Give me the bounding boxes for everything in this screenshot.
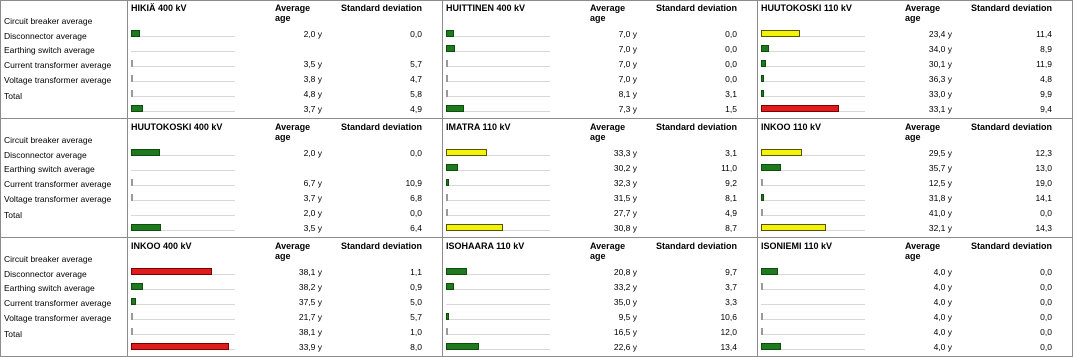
bar-track	[446, 64, 550, 67]
bar-track	[131, 64, 235, 67]
average-age-value: 30,2 y	[613, 163, 637, 173]
average-age-value: 2,0 y	[303, 208, 322, 218]
bar-track	[446, 332, 550, 335]
average-age-value: 34,0 y	[928, 44, 952, 54]
standard-deviation-value: 19,0	[1035, 178, 1052, 188]
bar-track	[761, 213, 865, 216]
row-label: Disconnector average	[4, 150, 87, 160]
average-age-value: 32,1 y	[928, 223, 952, 233]
standard-deviation-value: 4,8	[1040, 74, 1052, 84]
standard-deviation-value: 0,0	[725, 29, 737, 39]
average-age-header: Average age	[590, 241, 626, 261]
row-label: Voltage transformer average	[4, 313, 112, 323]
row-label: Total	[4, 210, 22, 220]
row-label: Earthing switch average	[4, 45, 95, 55]
standard-deviation-value: 5,8	[410, 89, 422, 99]
standard-deviation-value: 0,0	[725, 59, 737, 69]
standard-deviation-value: 13,0	[1035, 163, 1052, 173]
average-age-value: 4,0 y	[933, 297, 952, 307]
average-age-header: Average age	[275, 122, 311, 142]
standard-deviation-header: Standard deviation	[656, 241, 738, 251]
bar-track	[131, 198, 235, 201]
standard-deviation-value: 8,9	[1040, 44, 1052, 54]
panel-title: IMATRA 110 kV	[446, 122, 511, 132]
age-bar-red	[761, 105, 839, 112]
average-age-value: 20,8 y	[613, 267, 637, 277]
average-age-value: 21,7 y	[298, 312, 322, 322]
average-age-value: 37,5 y	[298, 297, 322, 307]
row-label: Total	[4, 329, 22, 339]
average-age-value: 4,0 y	[933, 267, 952, 277]
standard-deviation-value: 0,0	[1040, 282, 1052, 292]
substation-panel	[128, 119, 442, 237]
standard-deviation-value: 0,0	[410, 208, 422, 218]
substation-panel	[128, 238, 442, 356]
substation-panel	[443, 119, 757, 237]
bar-track	[446, 183, 550, 186]
standard-deviation-value: 1,1	[410, 267, 422, 277]
age-bar-green	[761, 90, 764, 97]
average-age-value: 3,7 y	[303, 193, 322, 203]
standard-deviation-value: 9,4	[1040, 104, 1052, 114]
standard-deviation-header: Standard deviation	[341, 3, 423, 13]
substation-panel	[128, 0, 442, 118]
age-bar-min	[131, 179, 133, 186]
panel-title: INKOO 400 kV	[131, 241, 192, 251]
age-bar-green	[761, 268, 778, 275]
bar-track	[131, 49, 235, 52]
standard-deviation-value: 4,9	[410, 104, 422, 114]
row-label: Circuit breaker average	[4, 135, 93, 145]
substation-panel	[443, 0, 757, 118]
age-bar-min	[131, 90, 133, 97]
standard-deviation-value: 0,0	[410, 148, 422, 158]
average-age-value: 29,5 y	[928, 148, 952, 158]
age-bar-green	[131, 30, 140, 37]
average-age-value: 22,6 y	[613, 342, 637, 352]
bar-track	[131, 332, 235, 335]
age-bar-min	[131, 313, 133, 320]
average-age-value: 3,5 y	[303, 59, 322, 69]
average-age-value: 33,0 y	[928, 89, 952, 99]
age-bar-green	[131, 283, 143, 290]
standard-deviation-value: 6,8	[410, 193, 422, 203]
standard-deviation-value: 0,9	[410, 282, 422, 292]
standard-deviation-value: 0,0	[1040, 327, 1052, 337]
age-bar-min	[761, 328, 763, 335]
average-age-value: 38,1 y	[298, 267, 322, 277]
age-bar-green	[446, 313, 449, 320]
average-age-value: 30,8 y	[613, 223, 637, 233]
bar-track	[761, 64, 865, 67]
average-age-value: 30,1 y	[928, 59, 952, 69]
bar-track	[761, 49, 865, 52]
panel-title: HUITTINEN 400 kV	[446, 3, 526, 13]
age-bar-min	[446, 60, 448, 67]
row-label: Circuit breaker average	[4, 16, 93, 26]
substation-panel	[758, 119, 1072, 237]
age-bar-green	[446, 164, 458, 171]
age-bar-green	[761, 343, 781, 350]
average-age-value: 38,1 y	[298, 327, 322, 337]
standard-deviation-value: 0,0	[1040, 297, 1052, 307]
average-age-value: 31,5 y	[613, 193, 637, 203]
standard-deviation-value: 0,0	[410, 29, 422, 39]
panel-title: ISONIEMI 110 kV	[761, 241, 833, 251]
average-age-value: 7,0 y	[618, 29, 637, 39]
bar-track	[446, 168, 550, 171]
standard-deviation-value: 11,0	[721, 163, 737, 173]
average-age-value: 7,0 y	[618, 74, 637, 84]
average-age-value: 33,2 y	[613, 282, 637, 292]
standard-deviation-header: Standard deviation	[971, 3, 1053, 13]
bar-track	[131, 287, 235, 290]
standard-deviation-value: 0,0	[725, 44, 737, 54]
standard-deviation-value: 3,3	[725, 297, 737, 307]
age-bar-green	[761, 194, 764, 201]
standard-deviation-header: Standard deviation	[341, 122, 423, 132]
average-age-value: 3,8 y	[303, 74, 322, 84]
bar-track	[131, 109, 235, 112]
age-bar-min	[761, 209, 763, 216]
bar-track	[131, 34, 235, 37]
average-age-value: 35,0 y	[613, 297, 637, 307]
average-age-value: 7,3 y	[618, 104, 637, 114]
row-label: Voltage transformer average	[4, 194, 112, 204]
bar-track	[761, 94, 865, 97]
average-age-value: 38,2 y	[298, 282, 322, 292]
average-age-header: Average age	[590, 122, 626, 142]
average-age-value: 4,0 y	[933, 327, 952, 337]
average-age-value: 33,1 y	[928, 104, 952, 114]
age-bar-min	[761, 313, 763, 320]
standard-deviation-value: 8,0	[410, 342, 422, 352]
age-bar-green	[131, 149, 160, 156]
bar-track	[131, 79, 235, 82]
average-age-header: Average age	[905, 241, 941, 261]
bar-track	[446, 49, 550, 52]
age-bar-min	[446, 209, 448, 216]
row-label: Disconnector average	[4, 31, 87, 41]
age-bar-min	[761, 283, 763, 290]
panel-title: HUUTOKOSKI 400 kV	[131, 122, 223, 132]
standard-deviation-value: 0,0	[1040, 267, 1052, 277]
row-label: Disconnector average	[4, 269, 87, 279]
average-age-value: 31,8 y	[928, 193, 952, 203]
age-bar-yellow	[761, 149, 802, 156]
standard-deviation-header: Standard deviation	[341, 241, 423, 251]
age-bar-green	[446, 268, 467, 275]
average-age-value: 4,0 y	[933, 342, 952, 352]
average-age-value: 2,0 y	[303, 29, 322, 39]
age-bar-green	[446, 45, 455, 52]
row-label: Total	[4, 91, 22, 101]
substation-panel	[758, 238, 1072, 356]
average-age-value: 4,0 y	[933, 312, 952, 322]
average-age-value: 3,7 y	[303, 104, 322, 114]
average-age-value: 35,7 y	[928, 163, 952, 173]
standard-deviation-value: 1,0	[410, 327, 422, 337]
standard-deviation-value: 0,0	[1040, 208, 1052, 218]
age-bar-min	[131, 194, 133, 201]
panel-title: HIKIÄ 400 kV	[131, 3, 187, 13]
average-age-value: 12,5 y	[928, 178, 952, 188]
standard-deviation-value: 0,0	[1040, 312, 1052, 322]
standard-deviation-value: 5,0	[410, 297, 422, 307]
average-age-header: Average age	[905, 122, 941, 142]
age-bar-green	[446, 30, 454, 37]
standard-deviation-value: 12,3	[1035, 148, 1052, 158]
age-bar-min	[446, 194, 448, 201]
age-bar-min	[446, 328, 448, 335]
bar-track	[761, 302, 865, 305]
standard-deviation-value: 9,7	[725, 267, 737, 277]
standard-deviation-header: Standard deviation	[656, 122, 738, 132]
standard-deviation-value: 11,9	[1036, 59, 1052, 69]
row-label: Earthing switch average	[4, 283, 95, 293]
panel-title: HUUTOKOSKI 110 kV	[761, 3, 852, 13]
age-bar-yellow	[761, 30, 800, 37]
average-age-value: 3,5 y	[303, 223, 322, 233]
row-label: Current transformer average	[4, 179, 112, 189]
standard-deviation-header: Standard deviation	[971, 241, 1053, 251]
row-label: Voltage transformer average	[4, 75, 112, 85]
average-age-value: 33,3 y	[613, 148, 637, 158]
average-age-value: 27,7 y	[613, 208, 637, 218]
panel-title: INKOO 110 kV	[761, 122, 822, 132]
age-bar-min	[446, 75, 448, 82]
average-age-value: 23,4 y	[928, 29, 952, 39]
bar-track	[131, 183, 235, 186]
age-bar-red	[131, 268, 212, 275]
standard-deviation-value: 14,1	[1035, 193, 1052, 203]
standard-deviation-value: 13,4	[720, 342, 737, 352]
standard-deviation-value: 4,9	[725, 208, 737, 218]
bar-track	[446, 34, 550, 37]
bar-track	[131, 168, 235, 171]
bar-track	[761, 198, 865, 201]
average-age-header: Average age	[590, 3, 626, 23]
standard-deviation-value: 1,5	[725, 104, 737, 114]
age-bar-yellow	[761, 224, 826, 231]
standard-deviation-value: 0,0	[1040, 342, 1052, 352]
standard-deviation-value: 3,7	[725, 282, 737, 292]
bar-track	[131, 302, 235, 305]
bar-track	[131, 94, 235, 97]
standard-deviation-value: 0,0	[725, 74, 737, 84]
substation-panel	[758, 0, 1072, 118]
standard-deviation-value: 8,7	[725, 223, 737, 233]
average-age-value: 36,3 y	[928, 74, 952, 84]
average-age-value: 7,0 y	[618, 59, 637, 69]
average-age-value: 6,7 y	[303, 178, 322, 188]
age-bar-green	[446, 105, 464, 112]
substation-panel	[443, 238, 757, 356]
standard-deviation-header: Standard deviation	[656, 3, 738, 13]
standard-deviation-value: 3,1	[725, 89, 737, 99]
age-bar-green	[131, 224, 161, 231]
average-age-value: 4,0 y	[933, 282, 952, 292]
age-bar-green	[446, 343, 479, 350]
age-bar-yellow	[446, 224, 503, 231]
average-age-value: 16,5 y	[613, 327, 637, 337]
bar-track	[131, 317, 235, 320]
standard-deviation-value: 4,7	[410, 74, 422, 84]
bar-track	[446, 287, 550, 290]
bar-track	[131, 213, 235, 216]
bar-track	[761, 317, 865, 320]
age-bar-green	[446, 283, 454, 290]
standard-deviation-value: 10,9	[405, 178, 422, 188]
standard-deviation-value: 10,6	[720, 312, 737, 322]
bar-track	[761, 332, 865, 335]
bar-track	[446, 198, 550, 201]
average-age-value: 4,8 y	[303, 89, 322, 99]
standard-deviation-value: 6,4	[410, 223, 422, 233]
age-bar-green	[761, 60, 766, 67]
bar-track	[446, 302, 550, 305]
average-age-header: Average age	[905, 3, 941, 23]
age-bar-green	[131, 105, 143, 112]
standard-deviation-value: 3,1	[725, 148, 737, 158]
age-bar-green	[131, 298, 136, 305]
bar-track	[761, 79, 865, 82]
bar-track	[761, 287, 865, 290]
standard-deviation-value: 12,0	[720, 327, 737, 337]
average-age-value: 32,3 y	[613, 178, 637, 188]
standard-deviation-value: 9,9	[1040, 89, 1052, 99]
panel-title: ISOHAARA 110 kV	[446, 241, 525, 251]
bar-track	[446, 317, 550, 320]
grid-vline	[0, 0, 1, 357]
average-age-value: 8,1 y	[618, 89, 637, 99]
average-age-value: 33,9 y	[298, 342, 322, 352]
average-age-header: Average age	[275, 241, 311, 261]
standard-deviation-value: 5,7	[410, 59, 422, 69]
age-bar-min	[446, 90, 448, 97]
average-age-value: 41,0 y	[928, 208, 952, 218]
row-label: Circuit breaker average	[4, 254, 93, 264]
age-bar-min	[131, 328, 133, 335]
average-age-value: 7,0 y	[618, 44, 637, 54]
average-age-header: Average age	[275, 3, 311, 23]
average-age-value: 9,5 y	[618, 312, 637, 322]
age-bar-green	[761, 75, 764, 82]
row-label: Current transformer average	[4, 60, 112, 70]
row-label: Current transformer average	[4, 298, 112, 308]
age-bar-green	[761, 45, 769, 52]
age-bar-min	[761, 179, 763, 186]
age-bar-green	[446, 179, 449, 186]
standard-deviation-value: 8,1	[725, 193, 737, 203]
age-bar-green	[761, 164, 781, 171]
age-bar-min	[131, 60, 133, 67]
bar-track	[446, 213, 550, 216]
standard-deviation-value: 9,2	[725, 178, 737, 188]
average-age-value: 2,0 y	[303, 148, 322, 158]
age-bar-yellow	[446, 149, 487, 156]
standard-deviation-value: 5,7	[410, 312, 422, 322]
bar-track	[761, 183, 865, 186]
row-label: Earthing switch average	[4, 164, 95, 174]
standard-deviation-value: 11,4	[1036, 29, 1052, 39]
age-bar-red	[131, 343, 229, 350]
standard-deviation-header: Standard deviation	[971, 122, 1053, 132]
standard-deviation-value: 14,3	[1035, 223, 1052, 233]
bar-track	[446, 94, 550, 97]
bar-track	[446, 79, 550, 82]
age-bar-min	[131, 75, 133, 82]
